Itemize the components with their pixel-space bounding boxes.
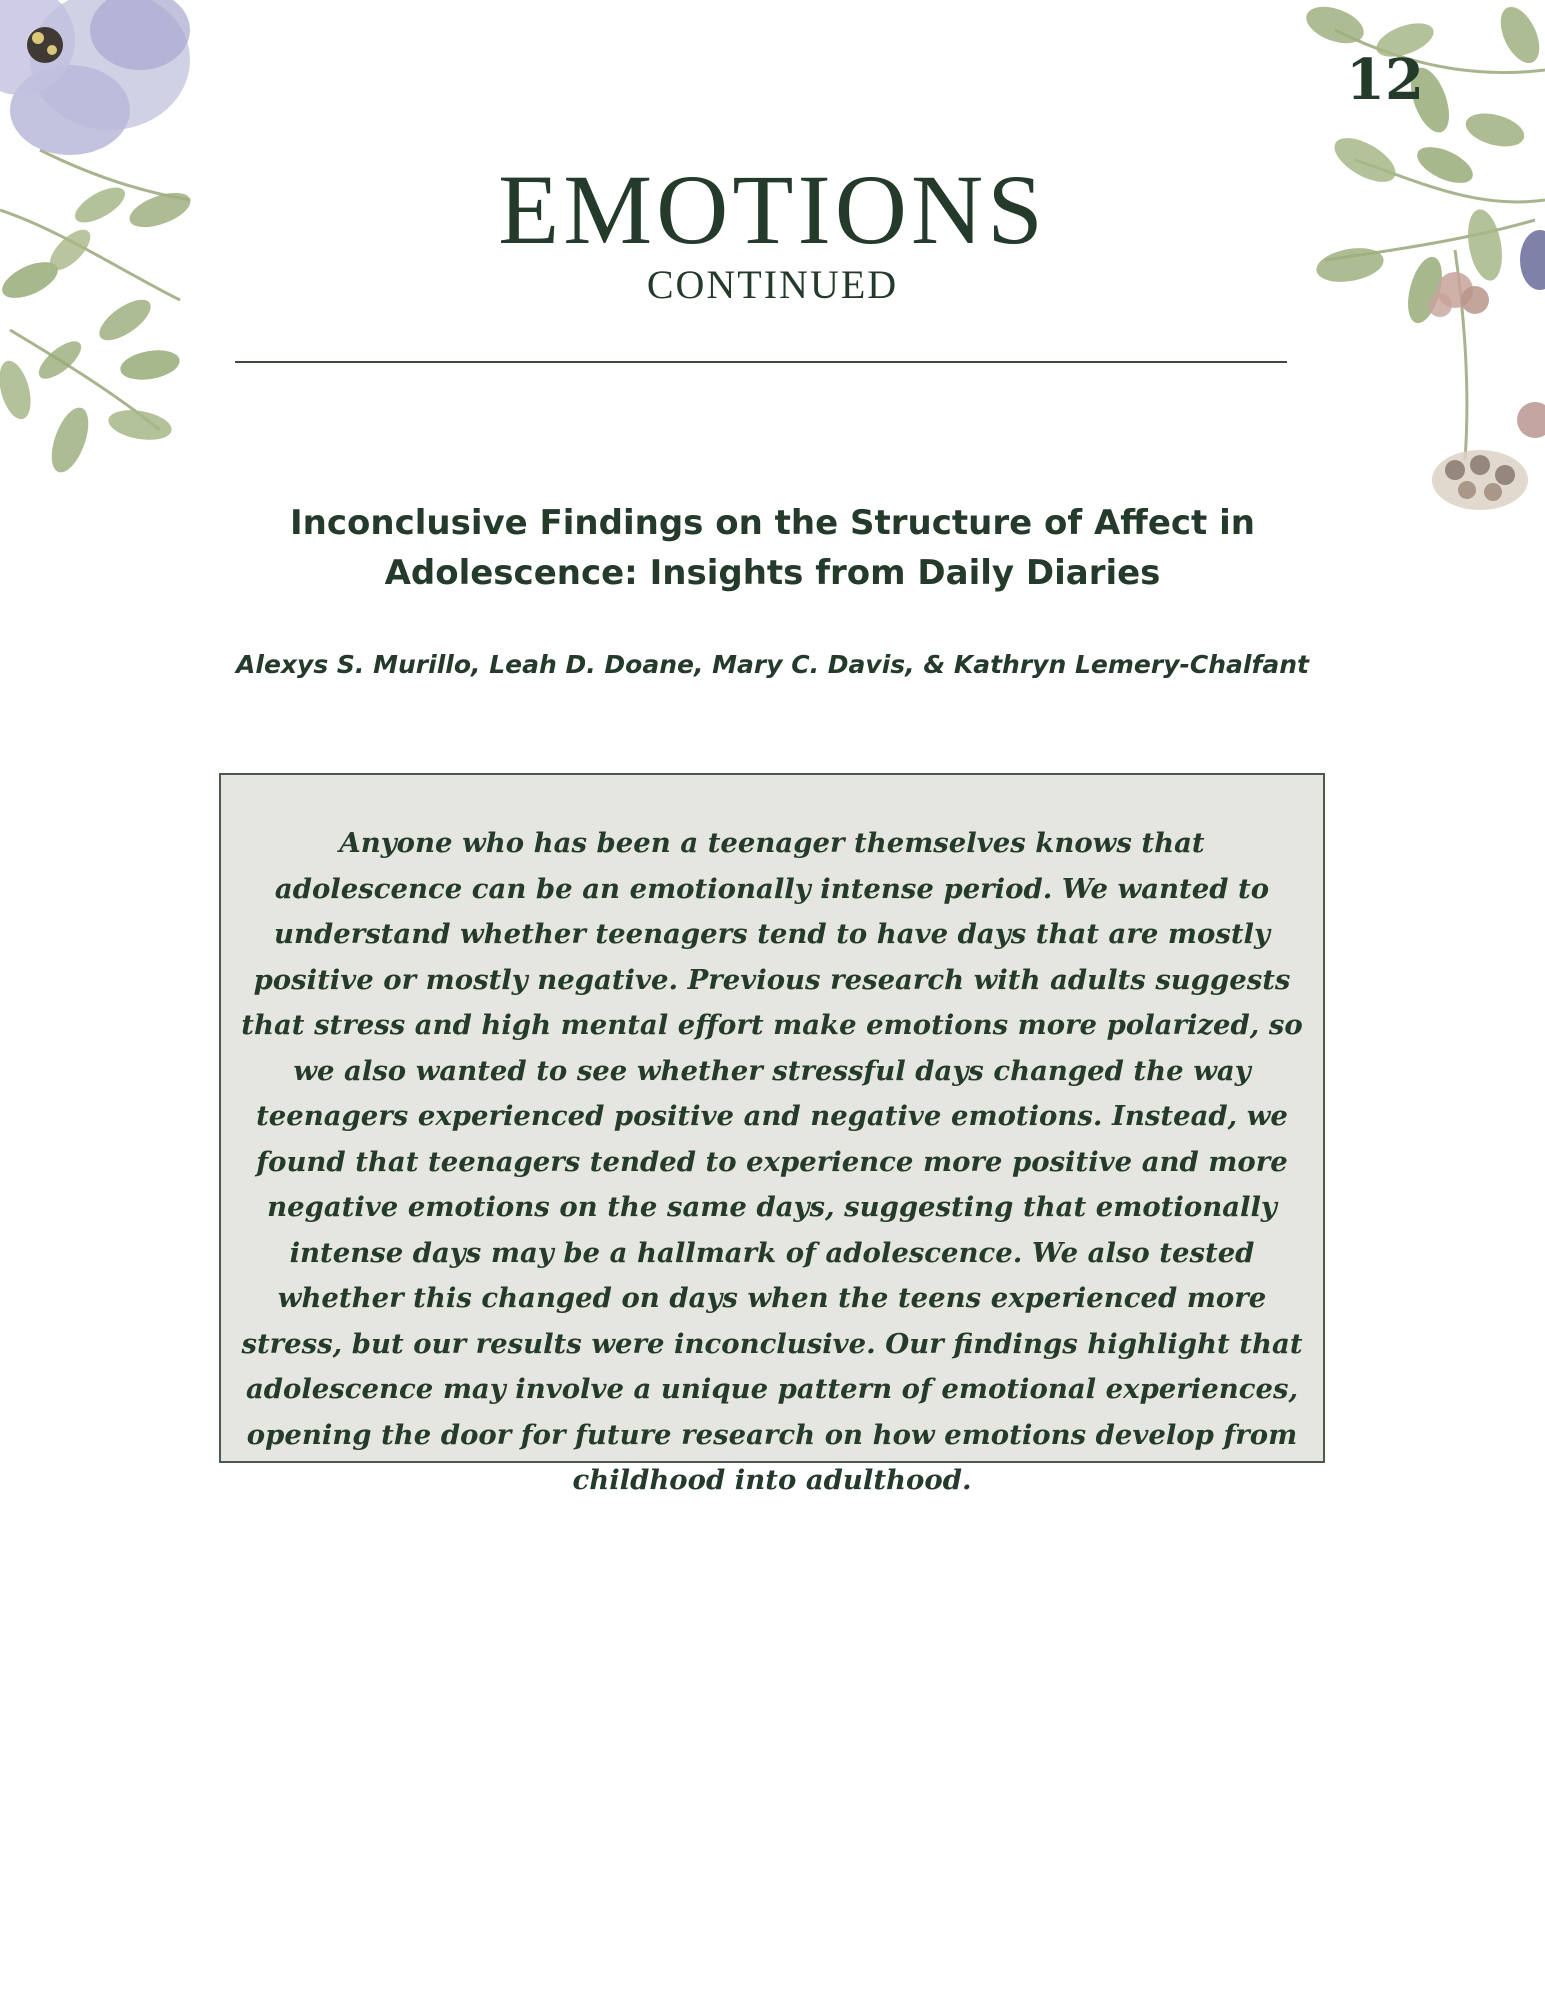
summary-box — [219, 773, 1325, 1496]
article-authors: Alexys S. Murillo, Leah D. Doane, Mary C. Davis, & Kathryn Lemery-Chalfant — [236, 650, 1309, 679]
article-title: Inconclusive Findings on the Structure of Affect in Adolescence: Insights from Daily Diaries — [290, 503, 1255, 593]
page-title: EMOTIONS — [498, 154, 1047, 265]
summary-text: Anyone who has been a teenager themselves knows that adolescence can be an emotionally intense period. We wanted to understand whether teenagers tend to have days that are mostly positive or mostly negative. Previous research with adults suggests that stress and high mental effort make emotions more polarized, so we also wanted to see whether stressful days changed the way teenagers experienced positive and negative emotions. Instead, we found that teenagers tended to experience more positive and more negative emotions on the same days, suggesting that emotionally intense days may be a hallmark of adolescence. We also tested whether this changed on days when the teens experienced more stress, but our results were inconclusive. Our findings highlight that adolescence may involve a unique pattern of emotional experiences, opening the door for future research on how emotions develop from childhood into adulthood. — [241, 827, 1303, 1496]
title-divider — [235, 361, 1287, 363]
page-number: 12 — [1346, 47, 1424, 113]
page-subtitle: CONTINUED — [646, 262, 899, 307]
